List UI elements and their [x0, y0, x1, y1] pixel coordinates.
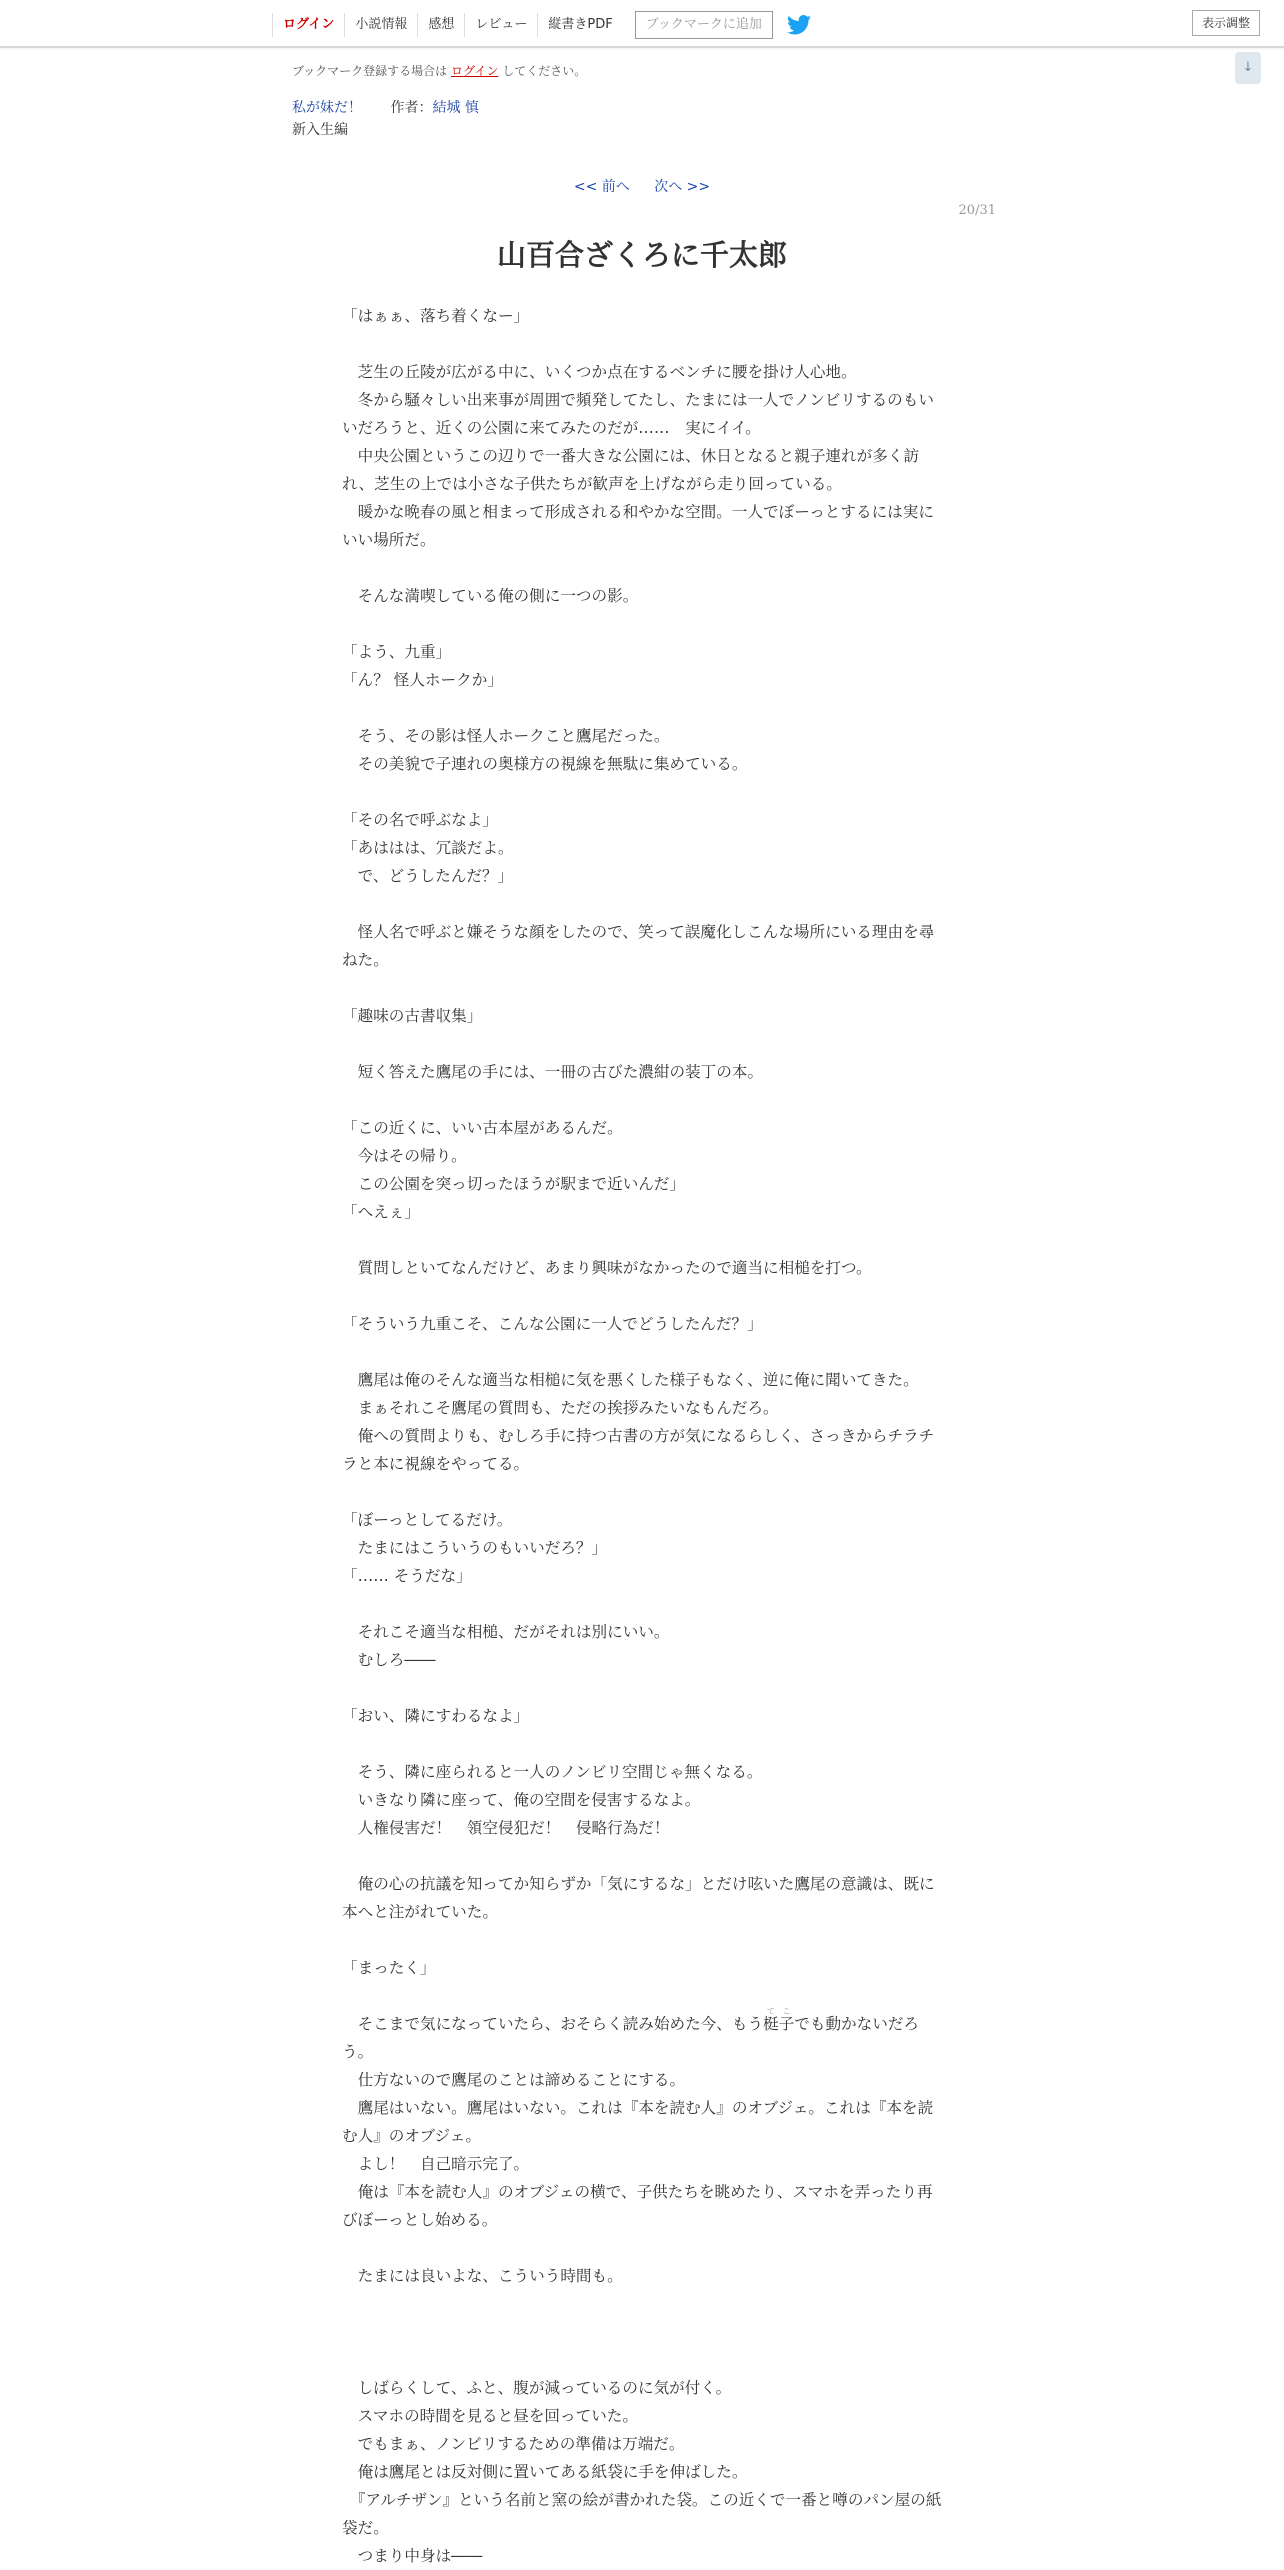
bookmark-login-notice — [292, 62, 586, 79]
episode-title: 山百合ざくろに千太郎 — [496, 238, 787, 272]
author-link[interactable]: 結城 慎 — [432, 100, 479, 116]
add-bookmark-button[interactable]: ブックマークに追加 — [635, 11, 773, 39]
episode-pager — [0, 176, 1284, 196]
novel-title-link[interactable]: 私が妹だ！ — [292, 100, 362, 116]
episode-counter: 20/31 — [958, 203, 996, 218]
next-episode-link[interactable]: 次へ >> — [654, 179, 711, 195]
episode-body — [342, 302, 942, 2570]
main-nav — [272, 11, 811, 39]
nav-novel-info[interactable]: 小説情報 — [344, 13, 417, 37]
notice-prefix: ブックマーク登録する場合は — [292, 64, 448, 78]
top-header — [0, 0, 1284, 48]
body-text-part2: でも動かないだろう。 仕方ないので鷹尾のことは諦めることにする。 鷹尾はいない。鷹尾はいない。これは『本を読む人』のオブジェ。これは『本を読む人』のオブジェ。 よし！ 自己暗示完了。 俺は『本を読む人』のオブジェの横で、子供たちを眺めたり、スマホを弄ったり再びぼーっとし始める。 たまには良いよな、こういう時間も。 しばらくして、ふと、腹が減っているのに気が付く。 スマホの時間を見ると昼を回っていた。 でもまぁ、ノンビリするための準備は万端だ。 俺は鷹尾とは反対側に置いてある紙袋に手を伸ばした。 『アルチザン』という名前と窯の絵が書かれた袋。この近くで一番と噂のパン屋の紙袋だ。 つまり中身は―― — [342, 2015, 942, 2565]
nav-impressions[interactable]: 感想 — [417, 13, 464, 37]
body-text-part1: 「はぁぁ、落ち着くなー」 芝生の丘陵が広がる中に、いくつか点在するベンチに腰を掛け人心地。 冬から騒々しい出来事が周囲で頻発してたし、たまには一人でノンビリするのもいいだろうと、近くの公園に来てみたのだが…… 実にイイ。 中央公園というこの辺りで一番大きな公園には、休日となると親子連れが多く訪れ、芝生の上では小さな子供たちが歓声を上げながら走り回っている。 暖かな晩春の風と相まって形成される和やかな空間。一人でぼーっとするには実にいい場所だ。 そんな満喫している俺の側に一つの影。 「よう、九重」 「ん？ 怪人ホークか」 そう、その影は怪人ホークこと鷹尾だった。 その美貌で子連れの奥様方の視線を無駄に集めている。 「その名で呼ぶなよ」 「あははは、冗談だよ。 で、どうしたんだ？」 怪人名で呼ぶと嫌そうな顔をしたので、笑って誤魔化しこんな場所にいる理由を尋ねた。 「趣味の古書収集」 短く答えた鷹尾の手には、一冊の古びた濃紺の装丁の本。 「この近くに、いい古本屋があるんだ。 今はその帰り。 この公園を突っ切ったほうが駅まで近いんだ」 「へえぇ」 質問しといてなんだけど、あまり興味がなかったので適当に相槌を打つ。 「そういう九重こそ、こんな公園に一人でどうしたんだ？」 鷹尾は俺のそんな適当な相槌に気を悪くした様子もなく、逆に俺に聞いてきた。 まぁそれこそ鷹尾の質問も、ただの挨拶みたいなもんだろ。 俺への質問よりも、むしろ手に持つ古書の方が気になるらしく、さっきからチラチラと本に視線をやってる。 「ぼーっとしてるだけ。 たまにはこういうのもいいだろ？」 「…… そうだな」 それこそ適当な相槌、だがそれは別にいい。 むしろ―― 「おい、隣にすわるなよ」 そう、隣に座られると一人のノンビリ空間じゃ無くなる。 いきなり隣に座って、俺の空間を侵害するなよ。 人権侵害だ！ 領空侵犯だ！ 侵略行為だ！ 俺の心の抗議を知ってか知らずか「気にするな」とだけ呟いた鷹尾の意識は、既に本へと注がれていた。 「まったく」 そこまで気になっていたら、おそらく読み始めた今、もう — [342, 307, 935, 2033]
ruby-base: 梃子 — [763, 2015, 795, 2033]
chapter-title: 新入生編 — [292, 122, 348, 138]
twitter-bird-icon[interactable] — [787, 15, 811, 35]
prev-episode-link[interactable]: << 前へ — [573, 179, 630, 195]
novel-meta — [292, 97, 479, 117]
nav-review[interactable]: レビュー — [464, 13, 537, 37]
author-label: 作者： — [390, 100, 433, 116]
nav-login[interactable]: ログイン — [272, 13, 344, 37]
notice-suffix: してください。 — [502, 64, 587, 78]
notice-login-link[interactable]: ログイン — [451, 64, 499, 78]
display-settings-button[interactable]: 表示調整 — [1192, 10, 1260, 36]
ruby-word — [763, 2007, 795, 2033]
nav-vertical-pdf[interactable]: 縦書きPDF — [537, 13, 622, 37]
scroll-down-button[interactable]: ↓ — [1235, 52, 1261, 84]
ruby-reading: てこ — [763, 2007, 795, 2016]
